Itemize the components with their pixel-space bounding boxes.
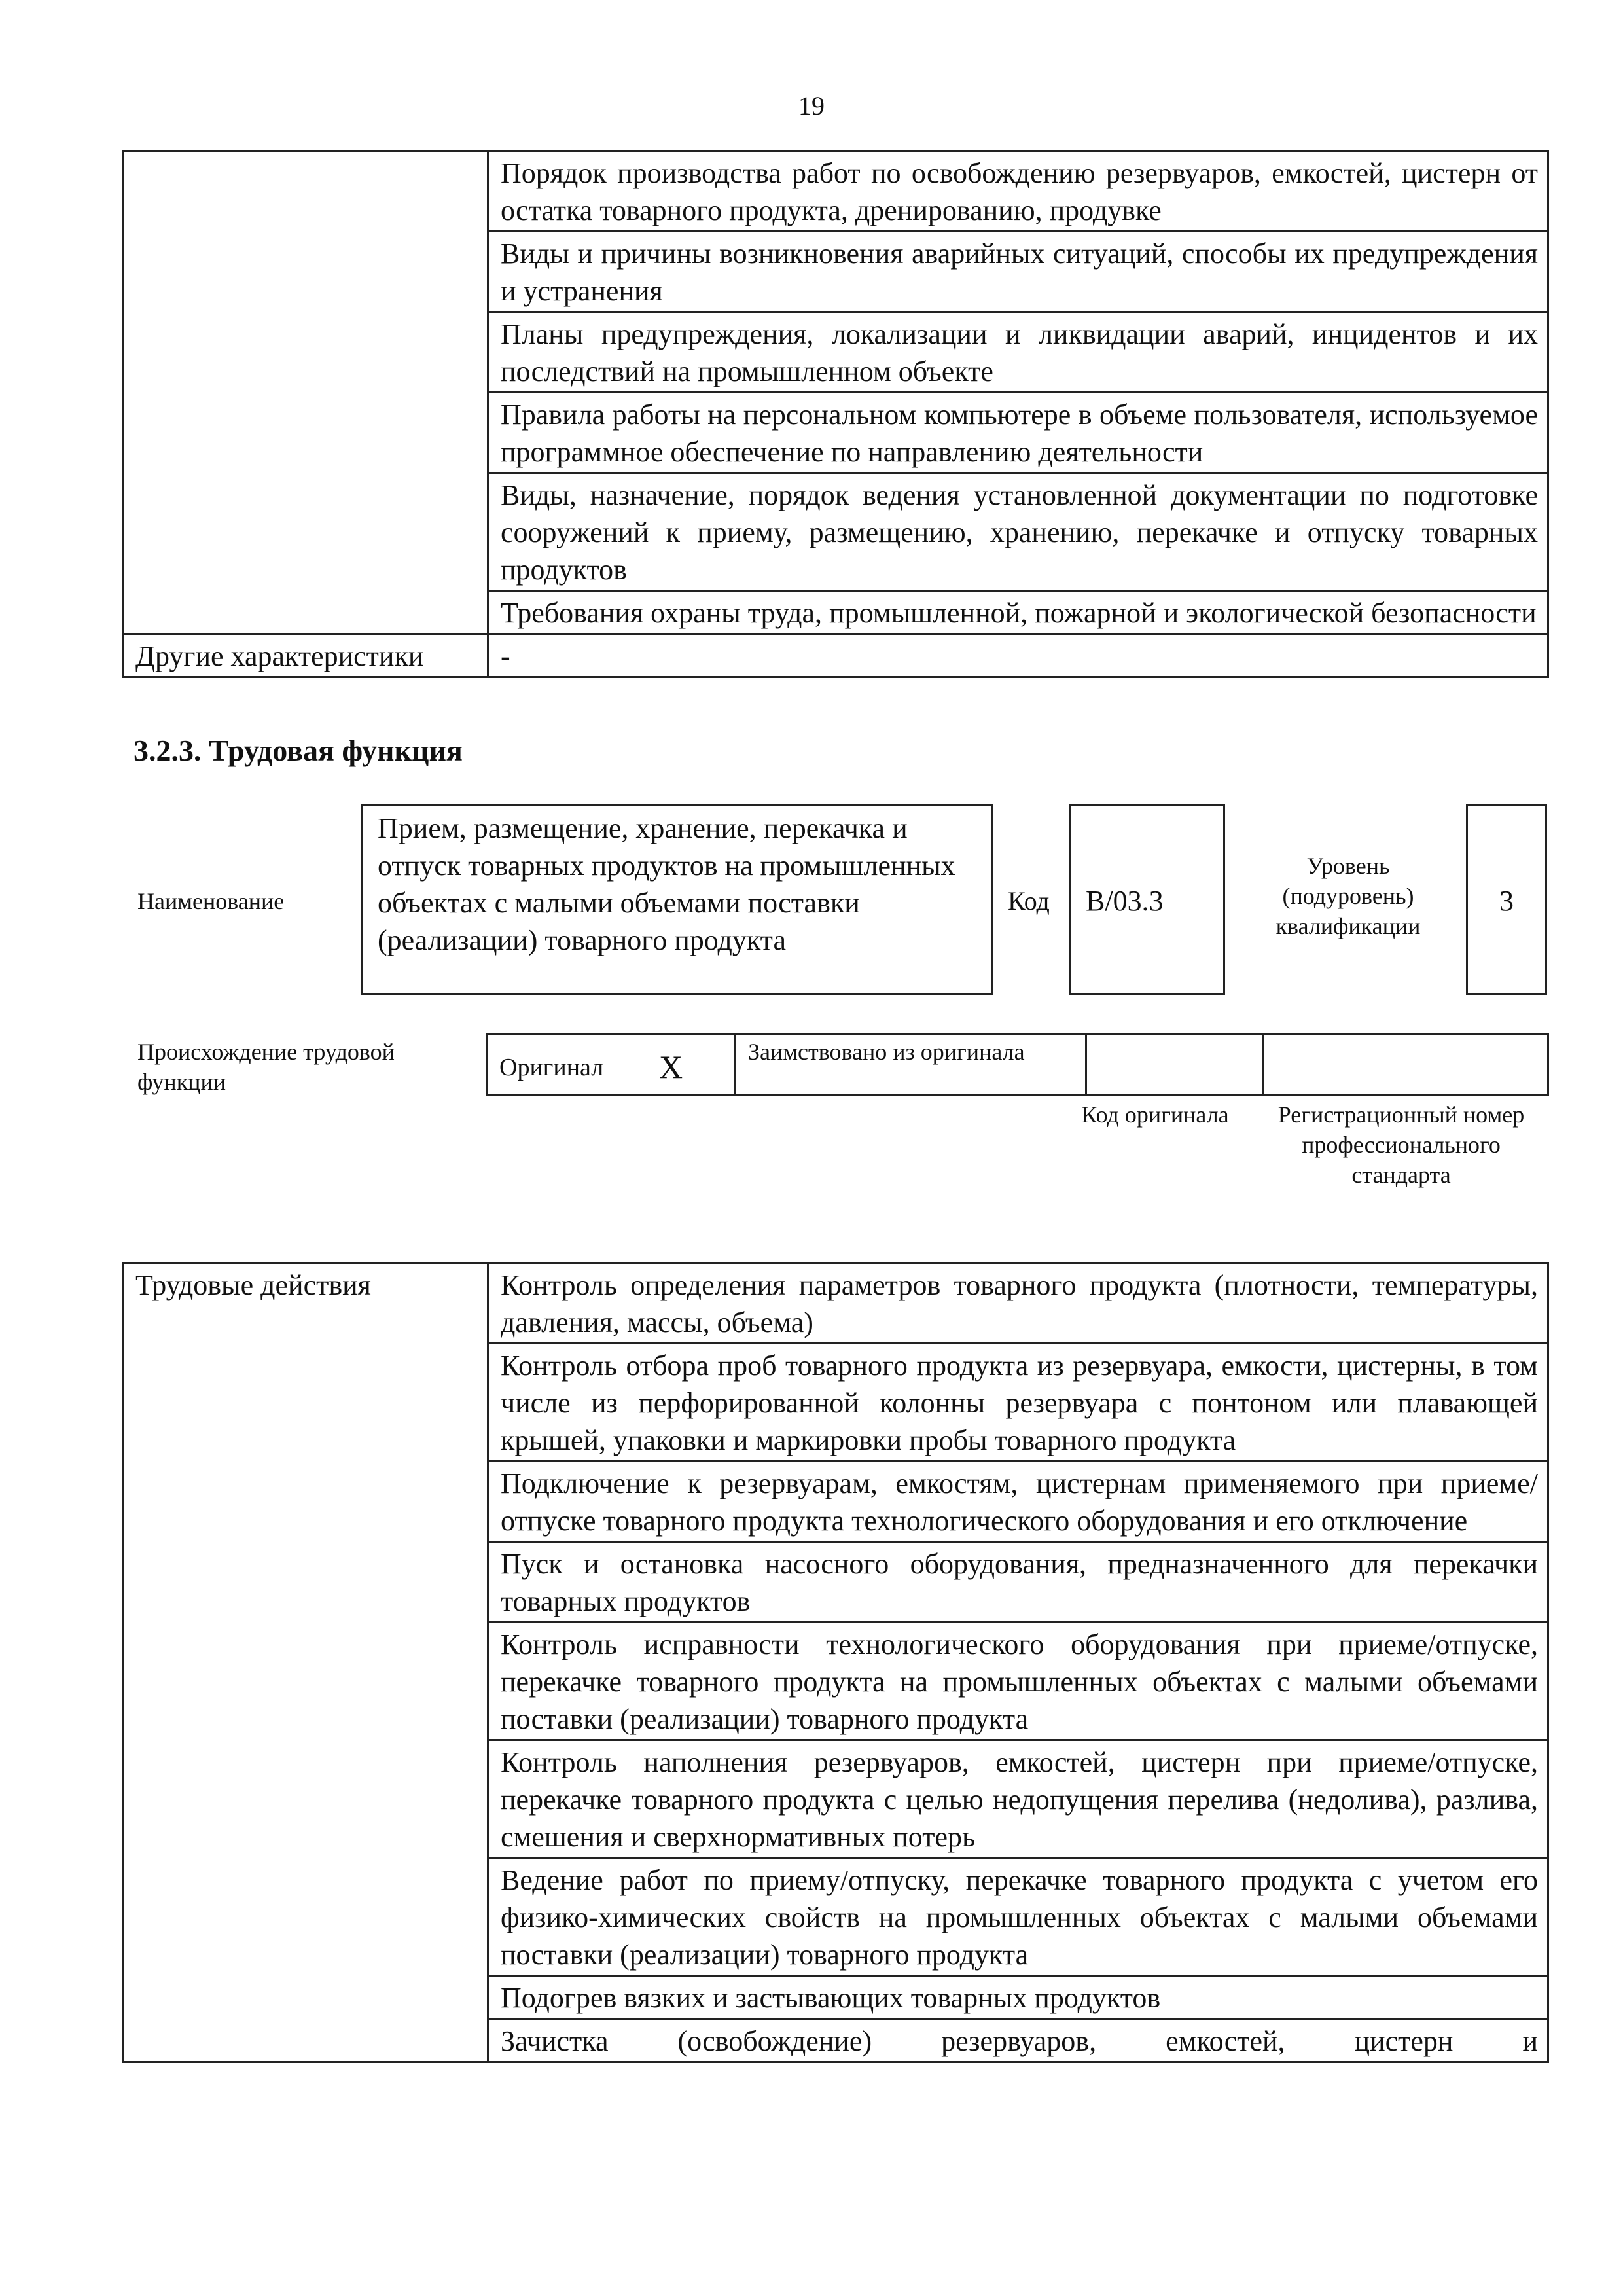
code-value: B/03.3	[1086, 885, 1164, 917]
labor-action-item: Ведение работ по приему/отпуску, перекачке товарного продукта с учетом его физико-химических свойств на промышленных объектах с малыми объемами поставки (реализации) товарного продукта	[488, 1858, 1548, 1976]
level-value: 3	[1499, 885, 1514, 917]
function-name-box: Прием, размещение, хранение, перекачка и отпуск товарных продуктов на промышленных объектах с малыми объемами поставки (реализации) товарного продукта	[361, 804, 993, 995]
borrowed-label: Заимствовано из оригинала	[736, 1034, 1086, 1095]
original-code-cell	[1086, 1034, 1263, 1095]
original-code-caption: Код оригинала	[1081, 1102, 1229, 1128]
knowledge-item: Виды и причины возникновения аварийных ситуаций, способы их предупреждения и устранения	[488, 232, 1548, 312]
labor-action-item: Пуск и остановка насосного оборудования, предназначенного для перекачки товарных продуктов	[488, 1542, 1548, 1623]
labor-action-item: Контроль отбора проб товарного продукта из резервуара, емкости, цистерны, в том числе из перфорированной колонны резервуара с понтоном или плавающей крышей, упаковки и маркировки пробы товарного продукта	[488, 1344, 1548, 1462]
origin-label: Происхождение трудовой функции	[137, 1039, 395, 1095]
qualification-level-label: Уровень (подуровень) квалификации	[1275, 853, 1421, 939]
labor-action-item: Контроль наполнения резервуаров, емкостей, цистерн при приеме/отпуске, перекачке товарного продукта с целью недопущения перелива (недолива), разлива, смешения и сверхнормативных потерь	[488, 1740, 1548, 1858]
labor-action-item: Подключение к резервуарам, емкостям, цистернам применяемого при приеме/отпуске товарного продукта технологического оборудования и его отключение	[488, 1462, 1548, 1542]
labor-action-item: Контроль определения параметров товарного продукта (плотности, температуры, давления, массы, объема)	[488, 1263, 1548, 1344]
other-characteristics-value: -	[488, 634, 1548, 677]
origin-table	[486, 1033, 1549, 1096]
table-row	[123, 634, 1548, 677]
table-row	[123, 151, 1548, 232]
knowledge-table	[122, 150, 1549, 678]
labor-action-item: Подогрев вязких и застывающих товарных продуктов	[488, 1976, 1548, 2019]
labor-action-item: Контроль исправности технологического оборудования при приеме/отпуске, перекачке товарного продукта на промышленных объектах с малыми объемами поставки (реализации) товарного продукта	[488, 1623, 1548, 1740]
empty-label-cell	[123, 151, 488, 634]
page-number: 19	[798, 91, 825, 120]
labor-action-item-cell	[488, 2019, 1548, 2062]
code-label: Код	[1008, 886, 1050, 916]
knowledge-item: Виды, назначение, порядок ведения установленной документации по подготовке сооружений к приему, размещению, хранению, перекачке и отпуску товарных продуктов	[488, 473, 1548, 591]
registration-number-caption: Регистрационный номер профессионального стандарта	[1277, 1102, 1525, 1188]
knowledge-item: Требования охраны труда, промышленной, пожарной и экологической безопасности	[488, 591, 1548, 634]
level-box	[1466, 804, 1547, 995]
knowledge-item: Правила работы на персональном компьютере в объеме пользователя, используемое программное обеспечение по направлению деятельности	[488, 393, 1548, 473]
other-characteristics-label: Другие характеристики	[123, 634, 488, 677]
original-label: Оригинал	[499, 1054, 604, 1081]
name-label: Наименование	[137, 888, 285, 914]
labor-actions-label: Трудовые действия	[123, 1263, 488, 2062]
original-mark: X	[659, 1049, 683, 1085]
knowledge-item: Порядок производства работ по освобождению резервуаров, емкостей, цистерн от остатка товарного продукта, дренированию, продувке	[488, 151, 1548, 232]
code-box	[1069, 804, 1225, 995]
labor-actions-table	[122, 1262, 1549, 2063]
labor-action-item: Зачистка (освобождение) резервуаров, емкостей, цистерн и	[501, 2025, 1538, 2057]
original-cell	[487, 1034, 736, 1095]
table-row	[123, 1263, 1548, 1344]
section-heading: 3.2.3. Трудовая функция	[134, 734, 463, 767]
knowledge-item: Планы предупреждения, локализации и ликвидации аварий, инцидентов и их последствий на промышленном объекте	[488, 312, 1548, 393]
table-row	[487, 1034, 1548, 1095]
registration-number-cell	[1263, 1034, 1548, 1095]
